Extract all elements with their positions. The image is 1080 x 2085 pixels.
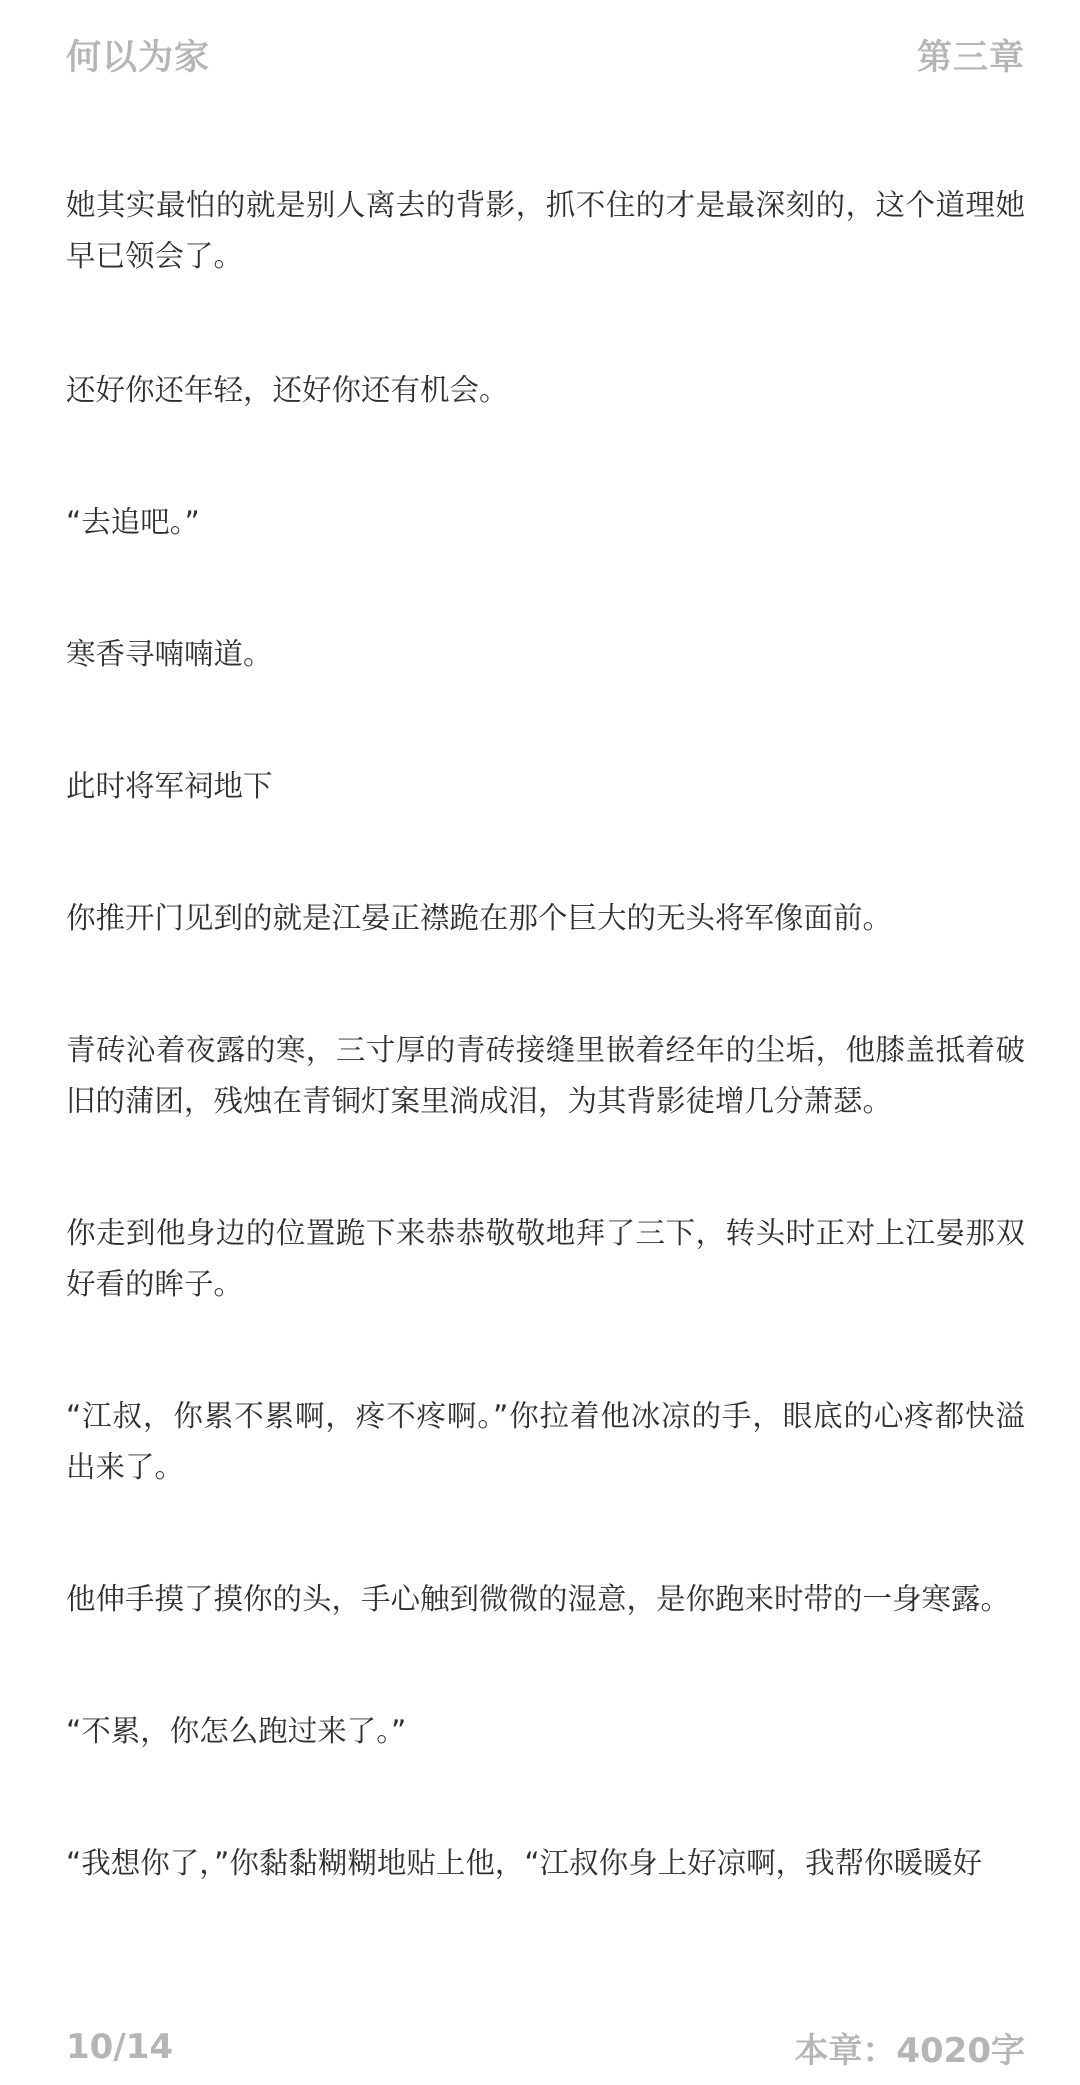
chapter-content[interactable] — [66, 180, 1025, 1889]
chapter-word-count: 本章：4020字 — [794, 2030, 1025, 2071]
paragraph: 你推开门见到的就是江晏正襟跪在那个巨大的无头将军像面前。 — [66, 901, 893, 935]
chapter-title: 第三章 — [916, 38, 1025, 78]
paragraph: 此时将军祠地下 — [66, 769, 273, 803]
paragraph: “江叔，你累不累啊，疼不疼啊。”你拉着他冰凉的手，眼底的心疼都快溢出来了。 — [66, 1399, 1025, 1484]
paragraph: “不累，你怎么跑过来了。” — [66, 1714, 407, 1748]
paragraph: 她其实最怕的就是别人离去的背影，抓不住的才是最深刻的，这个道理她早已领会了。 — [66, 188, 1025, 273]
book-title: 何以为家 — [66, 38, 211, 78]
paragraph: 青砖沁着夜露的寒，三寸厚的青砖接缝里嵌着经年的尘垢，他膝盖抵着破旧的蒲团，残烛在青铜灯案里淌成泪，为其背影徒增几分萧瑟。 — [66, 1033, 1025, 1118]
reader-footer — [66, 2022, 1025, 2072]
paragraph: “我想你了，”你黏黏糊糊地贴上他，“江叔你身上好凉啊，我帮你暖暖好 — [66, 1846, 983, 1880]
page-indicator: 10/14 — [66, 2027, 174, 2067]
reader-header — [66, 28, 1025, 82]
paragraph: “去追吧。” — [66, 505, 200, 539]
paragraph: 还好你还年轻，还好你还有机会。 — [66, 373, 509, 407]
paragraph: 他伸手摸了摸你的头，手心触到微微的湿意，是你跑来时带的一身寒露。 — [66, 1582, 1011, 1616]
paragraph: 寒香寻喃喃道。 — [66, 637, 273, 671]
paragraph: 你走到他身边的位置跪下来恭恭敬敬地拜了三下，转头时正对上江晏那双好看的眸子。 — [66, 1216, 1025, 1301]
